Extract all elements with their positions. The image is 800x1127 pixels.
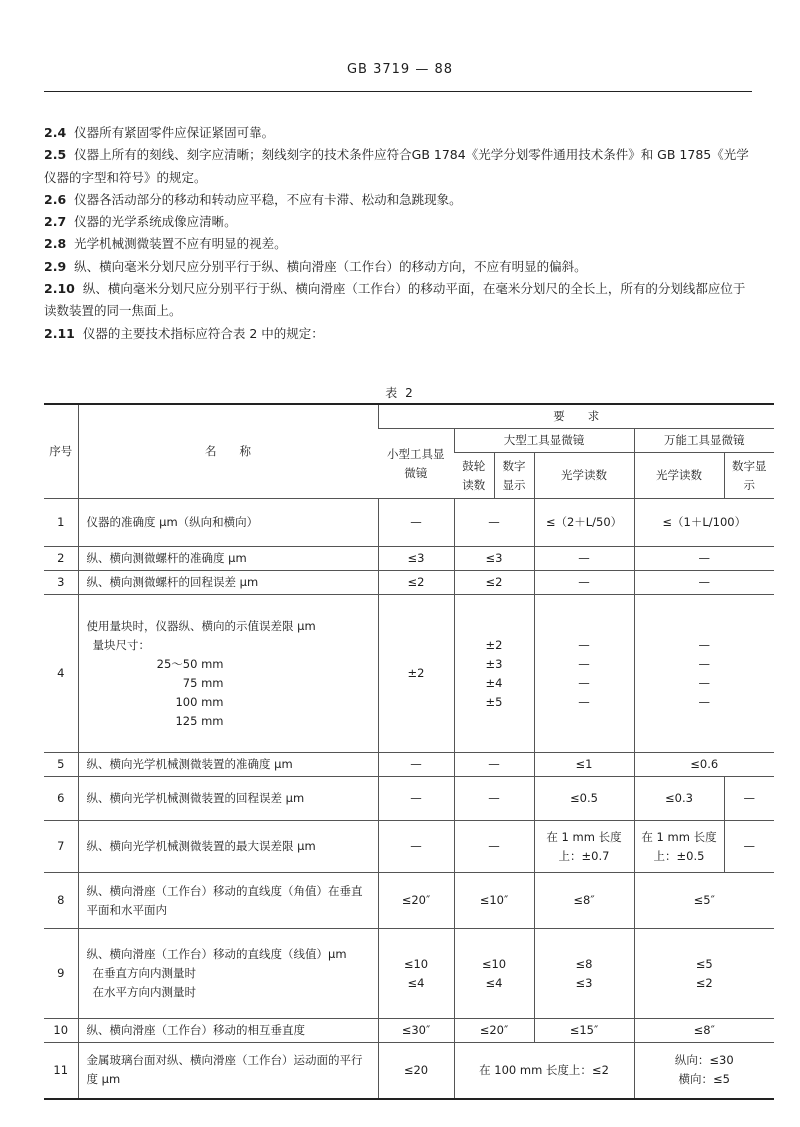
value: — [698,694,711,709]
drum-cell [454,929,534,1019]
optical-cell: 在 1 mm 长度上：±0.7 [534,821,634,873]
table-row [44,499,774,547]
table-row [44,777,774,821]
small-microscope-header: 小型工具显微镜 [378,429,454,499]
optical-cell: ≤8″ [534,873,634,929]
value: ≤10 [481,956,507,971]
optical-cell: — [534,571,634,595]
drum-cell [454,595,534,753]
gauge-size: 100 mm [175,694,224,709]
value: — [698,656,711,671]
value: 纵向：≤30 [674,1053,734,1068]
clause-text: 纵、横向毫米分划尺应分别平行于纵、横向滑座（工作台）的移动平面，在毫米分划尺的全长上，所有的分划线都应位于读数装置的同一焦面上。 [44,281,746,319]
gauge-size: 25～50 mm [156,656,224,671]
value: ≤5 [695,956,713,971]
value: — [698,637,711,652]
value: ±2 [485,637,503,652]
name-cell: 纵、横向滑座（工作台）移动的相互垂直度 [78,1019,378,1043]
name-cell: 仪器的准确度 μm（纵向和横向） [78,499,378,547]
small-cell: ≤2 [378,571,454,595]
drum-reading-header: 鼓轮读数 [454,453,494,499]
small-cell [378,929,454,1019]
seq-cell: 10 [44,1019,78,1043]
clause-2-9 [44,256,756,278]
header-rule [44,91,752,92]
name-cell: 纵、横向光学机械测微装置的回程误差 μm [78,777,378,821]
requirement-header: 要 求 [378,404,774,429]
seq-cell: 1 [44,499,78,547]
drum-cell: ≤10″ [454,873,534,929]
optical-cell: ≤0.5 [534,777,634,821]
drum-cell: ≤20″ [454,1019,534,1043]
table-row [44,929,774,1019]
universal-digital-cell: — [724,777,774,821]
table-row [44,873,774,929]
drum-cell: ≤3 [454,547,534,571]
seq-cell: 9 [44,929,78,1019]
table-row [44,1043,774,1099]
clause-text: 仪器各活动部分的移动和转动应平稳，不应有卡滞、松动和急跳现象。 [74,191,462,207]
clause-number: 2.5 [44,147,67,163]
universal-optical-cell: ≤0.3 [634,777,724,821]
value: ≤10 [403,956,429,971]
small-cell: — [378,821,454,873]
clause-2-6 [44,189,756,211]
name-cell: 纵、横向滑座（工作台）移动的直线度（角值）在垂直平面和水平面内 [78,873,378,929]
value: ≤3 [575,975,593,990]
value: — [578,675,590,690]
value: 横向：≤5 [678,1072,730,1087]
large-span-cell: 在 100 mm 长度上：≤2 [454,1043,634,1099]
universal-cell: ≤（1＋L/100） [634,499,774,547]
value: ±4 [485,675,503,690]
digital-display-header: 数字显示 [494,453,534,499]
universal-optical-header: 光学读数 [634,453,724,499]
drum-cell: — [454,777,534,821]
universal-cell [634,1043,774,1099]
value: ≤2 [695,975,713,990]
seq-cell: 7 [44,821,78,873]
clause-2-8 [44,233,756,255]
table-row [44,595,774,753]
name-cell: 纵、横向光学机械测微装置的准确度 μm [78,753,378,777]
universal-cell: — [634,547,774,571]
name-cell [78,929,378,1019]
value: ≤4 [407,975,425,990]
universal-cell [634,595,774,753]
name-cell [78,595,378,753]
seq-cell: 4 [44,595,78,753]
table-row [44,753,774,777]
table-row [44,821,774,873]
small-cell: ≤20 [378,1043,454,1099]
universal-cell: ≤8″ [634,1019,774,1043]
value: — [698,675,711,690]
universal-digital-cell: — [724,821,774,873]
spec-table [44,403,774,1100]
universal-digital-header: 数字显示 [724,453,774,499]
value: ≤8 [575,956,593,971]
direction-label: 在水平方向内测量时 [92,985,196,999]
name-cell: 纵、横向测微螺杆的准确度 μm [78,547,378,571]
small-cell: ≤20″ [378,873,454,929]
small-cell: ±2 [378,595,454,753]
universal-cell: ≤0.6 [634,753,774,777]
value: — [578,637,590,652]
clause-text: 仪器的主要技术指标应符合表 2 中的规定： [82,325,324,341]
clause-text: 纵、横向毫米分划尺应分别平行于纵、横向滑座（工作台）的移动方向，不应有明显的偏斜。 [74,258,587,274]
value: — [578,656,590,671]
universal-microscope-header: 万能工具显微镜 [634,429,774,453]
clause-number: 2.8 [44,236,67,252]
value: ≤4 [485,975,503,990]
name-cell: 纵、横向光学机械测微装置的最大误差限 μm [78,821,378,873]
row-title: 使用量块时，仪器纵、横向的示值误差限 μm [86,618,316,633]
value: — [578,694,590,709]
small-cell: ≤30″ [378,1019,454,1043]
clause-number: 2.9 [44,258,67,274]
clause-list [44,122,756,345]
table-caption: 表 2 [385,386,415,400]
clause-2-4 [44,122,756,144]
name-cell: 金属玻璃台面对纵、横向滑座（工作台）运动面的平行度 μm [78,1043,378,1099]
clause-text: 仪器所有紧固零件应保证紧固可靠。 [74,125,275,140]
name-cell: 纵、横向测微螺杆的回程误差 μm [78,571,378,595]
standard-code-header: GB 3719 — 88 [346,62,453,77]
drum-cell: — [454,821,534,873]
seq-header: 序号 [44,404,78,499]
optical-cell [534,595,634,753]
gauge-size: 75 mm [182,675,224,690]
drum-cell: — [454,499,534,547]
direction-label: 在垂直方向内测量时 [92,966,196,980]
clause-text: 仪器的光学系统成像应清晰。 [74,214,237,230]
clause-2-10 [44,278,756,323]
optical-cell: — [534,547,634,571]
universal-cell: ≤5″ [634,873,774,929]
clause-text: 光学机械测微装置不应有明显的视差。 [74,236,287,252]
universal-optical-cell: 在 1 mm 长度上：±0.5 [634,821,724,873]
row-title: 纵、横向滑座（工作台）移动的直线度（线值）μm [86,947,347,961]
optical-cell: ≤（2＋L/50） [534,499,634,547]
small-cell: ≤3 [378,547,454,571]
universal-cell [634,929,774,1019]
clause-number: 2.4 [44,125,67,140]
value: ±3 [485,656,503,671]
table-row [44,547,774,571]
large-microscope-header: 大型工具显微镜 [454,429,634,453]
table-row [44,571,774,595]
optical-cell [534,929,634,1019]
clause-2-5 [44,144,756,189]
seq-cell: 2 [44,547,78,571]
optical-cell: ≤15″ [534,1019,634,1043]
seq-cell: 6 [44,777,78,821]
small-cell: — [378,499,454,547]
optical-cell: ≤1 [534,753,634,777]
drum-cell: — [454,753,534,777]
clause-number: 2.10 [44,281,75,297]
drum-cell: ≤2 [454,571,534,595]
optical-reading-header: 光学读数 [534,453,634,499]
clause-text: 仪器上所有的刻线、刻字应清晰；刻线刻字的技术条件应符合GB 1784《光学分划零件通用技术条件》和 GB 1785《光学仪器的字型和符号》的规定。 [44,147,749,185]
clause-2-11 [44,323,756,345]
small-cell: — [378,753,454,777]
header-row [44,404,774,429]
clause-2-7 [44,211,756,233]
value: ±5 [485,694,503,709]
table-row [44,1019,774,1043]
small-cell: — [378,777,454,821]
gauge-size-label: 量块尺寸： [92,637,150,652]
clause-number: 2.6 [44,191,67,207]
gauge-size: 125 mm [175,713,224,728]
seq-cell: 3 [44,571,78,595]
name-header: 名 称 [78,404,378,499]
universal-cell: — [634,571,774,595]
clause-number: 2.7 [44,214,67,230]
seq-cell: 8 [44,873,78,929]
seq-cell: 5 [44,753,78,777]
seq-cell: 11 [44,1043,78,1099]
clause-number: 2.11 [44,325,75,341]
